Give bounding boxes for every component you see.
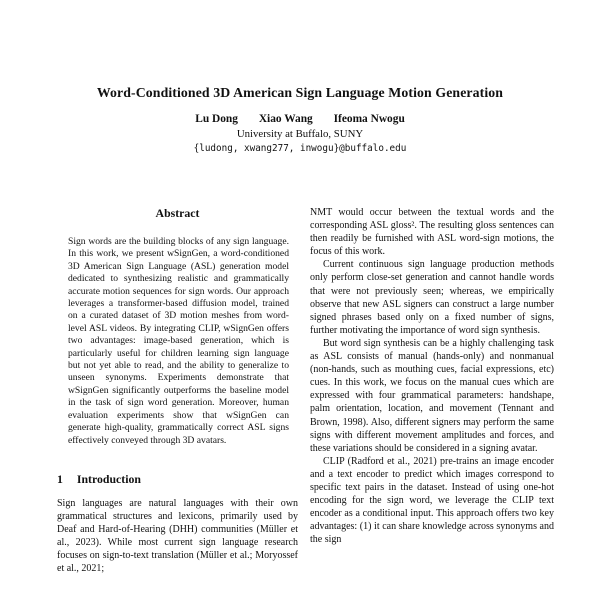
section-title: Introduction <box>76 471 141 486</box>
intro-paragraph: Sign languages are natural languages with their own grammatical structures and lexicons, primarily used by Deaf and Hard-of-Hearing (DHH) communities (Müller et al., 2023). While most current sign language research focuses on sign-to-text translation (Müller et al.; Moryossef et al., 2021; <box>57 497 298 575</box>
body-paragraph: But word sign synthesis can be a highly challenging task as ASL consists of manual (hands-only) and nonmanual (non-hands, such as mouthing cues, facial expressions, etc) cues. In this work, we focus on the manual cues which are expressed with four grammatical parameters: handshape, palm orientation, location, and movement (Tennant and Brown, 1998). Also, different signers may perform the same signs with different movement amplitudes and forces, and these variations should be considered in a signing avatar. <box>310 337 554 454</box>
abstract-text: Sign words are the building blocks of any sign language. In this work, we present wSignGen, a word-conditioned 3D American Sign Language (ASL) generation model dedicated to synthesizing realistic and grammatically accurate motion sequences for sign words. Our approach leverages a transformer-based diffusion model, trained on a curated dataset of 3D motion meshes from word-level ASL videos. By integrating CLIP, wSignGen offers two advantages: image-based generation, which is particularly useful for children learning sign language but not yet able to read, and the ability to generalize to unseen synonyms. Experiments demonstrate that wSignGen significantly outperforms the baseline model in the task of sign word generation. Moreover, human evaluation experiments show that wSignGen can generate high-quality, grammatically correct ASL signs effectively conveyed through 3D avatars. <box>68 236 289 446</box>
author-block <box>0 112 600 157</box>
author-name: Ifeoma Nwogu <box>333 113 405 125</box>
author-name: Lu Dong <box>195 113 238 125</box>
right-column <box>310 206 554 546</box>
section-heading-introduction <box>57 472 298 487</box>
abstract-heading: Abstract <box>155 206 200 220</box>
left-column <box>57 206 298 575</box>
section-number: 1 <box>57 471 63 486</box>
body-paragraph: NMT would occur between the textual words and the corresponding ASL gloss². The resulting gloss sentences can then readily be furnished with ASL word-sign motions, the focus of this work. <box>310 207 554 258</box>
body-paragraph: CLIP (Radford et al., 2021) pre-trains an image encoder and a text encoder to predict which images correspond to specific text pairs in the dataset. Instead of using one-hot encoding for the sign word, we leverage the CLIP text encoder as a conditional input. This approach offers two key advantages: (1) it can share knowledge across synonyms and the sign <box>310 455 554 546</box>
paper-title: Word-Conditioned 3D American Sign Language Motion Generation <box>96 85 504 101</box>
author-name: Xiao Wang <box>258 113 313 125</box>
body-paragraph: Current continuous sign language production methods only perform close-set generation and cannot handle words that were not previously seen; whereas, we empirically observe that new ASL signers can construct a large number signed phrases based only on a fixed number of signs, further motivating the importance of word sign synthesis. <box>310 259 554 336</box>
author-line <box>0 112 600 127</box>
author-emails: {ludong, xwang277, inwogu}@buffalo.edu <box>193 143 407 154</box>
affiliation: University at Buffalo, SUNY <box>236 127 364 140</box>
